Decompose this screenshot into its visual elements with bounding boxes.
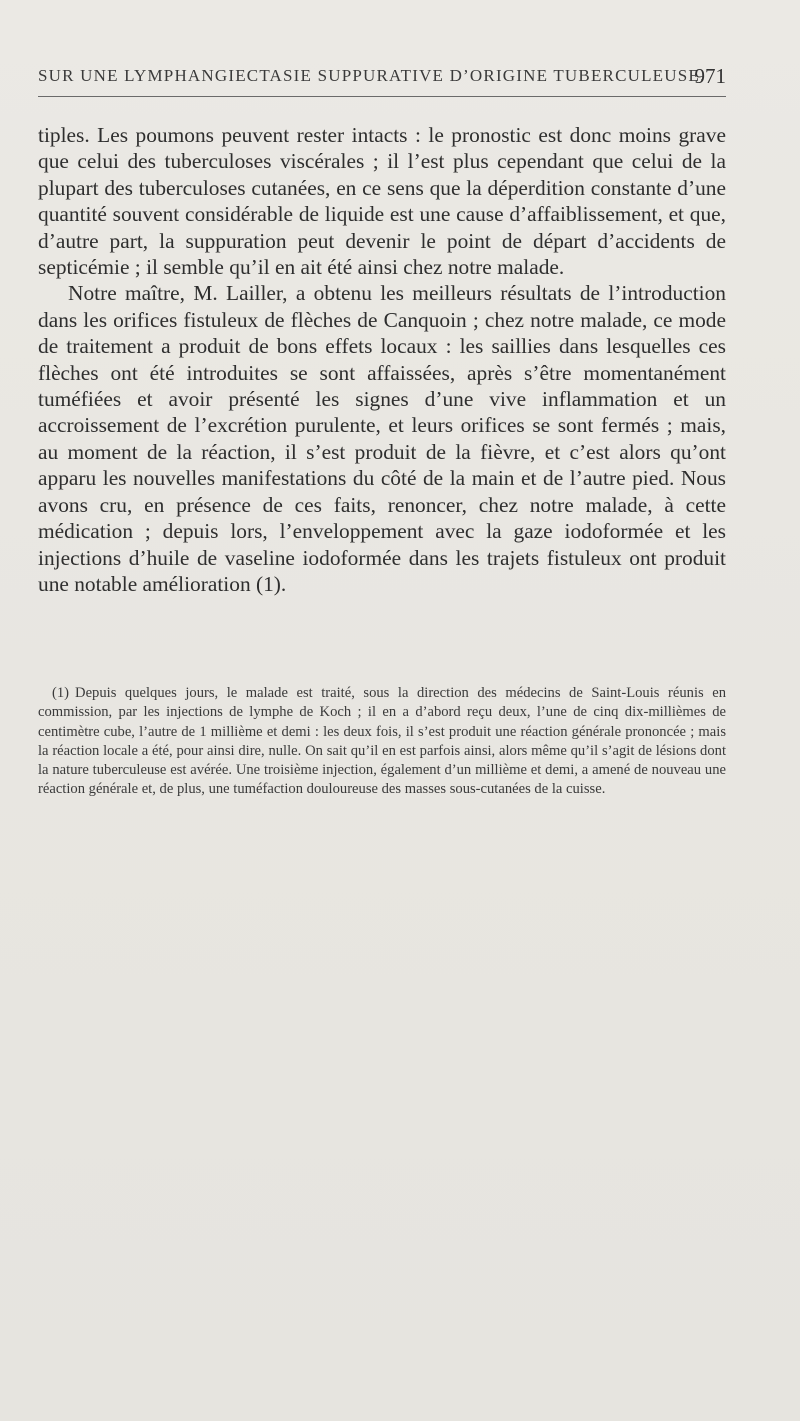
footnote-marker: (1) bbox=[52, 685, 70, 701]
paragraph-1: tiples. Les poumons peuvent rester intacts : le pronostic est donc moins grave que celui des tuberculoses viscérales ; il l’est plus cependant que celui de la plupart des tuberculoses cutanées, en ce sens que la déperdition constante d’une quantité souvent considérable de liquide est une cause d’affaiblissement, et que, d’autre part, la suppuration peut devenir le point de départ d’accidents de septicémie ; il semble qu’il en ait été ainsi chez notre malade. bbox=[38, 123, 726, 280]
footnote bbox=[38, 684, 726, 800]
footnote-text: Depuis quelques jours, le malade est traité, sous la direction des médecins de Saint-Louis réunis en commission, par les injections de lymphe de Koch ; il en a d’abord reçu deux, l’une de cinq dix-millièmes de centimètre cube, l’autre de 1 millième et demi : les deux fois, il s’est produit une réaction générale prononcée ; mais la réaction locale a été, pour ainsi dire, nulle. On sait qu’il en est parfois ainsi, alors même qu’il s’agit de lésions dont la nature tuberculeuse est avérée. Une troisième injection, également d’un millième et demi, a amené de nouveau une réaction générale et, de plus, une tuméfaction douloureuse des masses sous-cutanées de la cuisse. bbox=[38, 685, 726, 798]
main-text bbox=[38, 122, 726, 597]
running-title: SUR UNE LYMPHANGIECTASIE SUPPURATIVE D’ORIGINE TUBERCULEUSE. bbox=[38, 66, 706, 85]
page-header bbox=[38, 64, 726, 97]
page-number: 971 bbox=[694, 64, 726, 88]
paragraph-2: Notre maître, M. Lailler, a obtenu les meilleurs résultats de l’introduction dans les orifices fistuleux de flèches de Canquoin ; chez notre malade, ce mode de traitement a produit de bons effets locaux : les saillies dans lesquelles ces flèches ont été introduites se sont affaissées, après s’être momentanément tuméfiées et avoir présenté les signes d’une vive inflammation et un accroissement de l’excrétion purulente, et leurs orifices se sont fermés ; mais, au moment de la réaction, il s’est produit de la fièvre, et c’est alors qu’ont apparu les nouvelles manifestations du côté de la main et de l’autre pied. Nous avons cru, en présence de ces faits, renoncer, chez notre malade, à cette médication ; depuis lors, l’enveloppement avec la gaze iodoformée et les injections d’huile de vaseline iodoformée dans les trajets fistuleux ont produit une notable amélioration (1). bbox=[38, 281, 726, 596]
